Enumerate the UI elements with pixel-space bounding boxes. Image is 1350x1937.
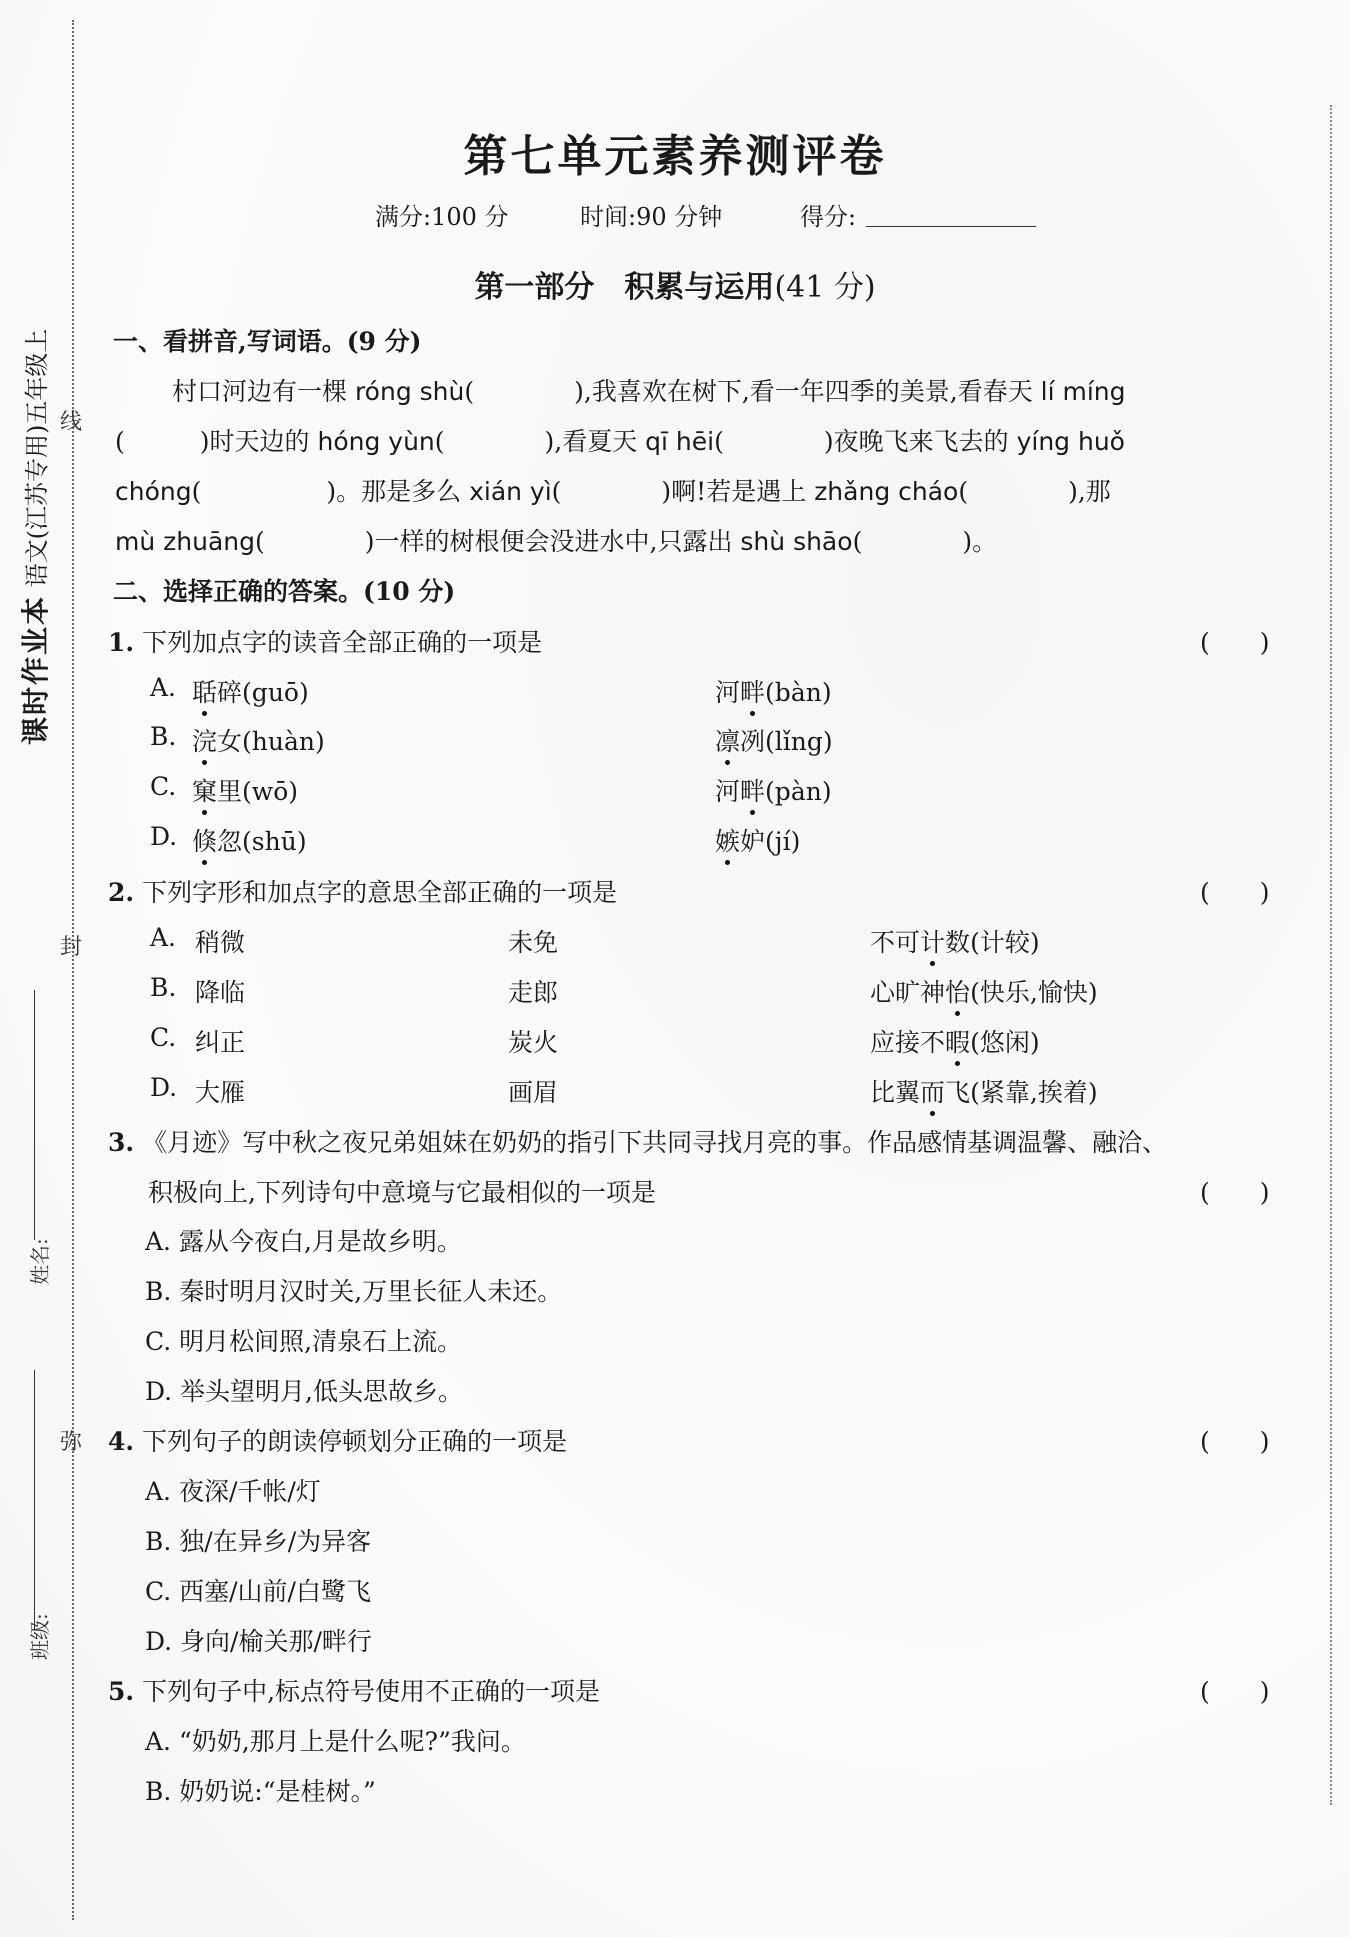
- question-number: 3.: [108, 1128, 135, 1157]
- text: ( ),我喜欢在树下,看一年四季的美景,看春天: [464, 377, 1041, 406]
- q1-option-d-word2: 嫉妒(jí): [715, 822, 800, 858]
- part-one-heading: [0, 262, 1350, 306]
- question-number: 4.: [108, 1427, 135, 1456]
- q2-option-b-word1: 降临: [195, 978, 246, 1007]
- q2-option-d-key[interactable]: D.: [150, 1073, 178, 1102]
- binding-mark-seal2: 弥: [60, 1430, 83, 1455]
- emphasis-dot-char: 窠: [192, 772, 217, 808]
- pinyin-line-3: [115, 472, 1111, 508]
- text: ( )。: [852, 527, 998, 556]
- answer-parens[interactable]: ( ): [1200, 1427, 1270, 1456]
- q2-option-d-word2: 画眉: [508, 1078, 559, 1107]
- q4-option-b[interactable]: B. 独/在异乡/为异客: [145, 1527, 372, 1556]
- pinyin: mù zhuāng: [115, 527, 255, 556]
- q1-option-c-word1: 窠里(wō): [192, 772, 298, 808]
- question-text: 下列字形和加点字的意思全部正确的一项是: [142, 878, 618, 907]
- q4-option-c[interactable]: C. 西塞/山前/白鹭飞: [145, 1577, 371, 1606]
- question-2-stem: [108, 873, 617, 909]
- q1-option-a-word1: 聒碎(guō): [192, 673, 309, 709]
- question-text: 下列句子的朗读停顿划分正确的一项是: [142, 1427, 568, 1456]
- question-text: 下列句子中,标点符号使用不正确的一项是: [142, 1677, 601, 1706]
- q1-option-d-key[interactable]: D.: [150, 822, 178, 851]
- emphasis-dot-char: 畔: [740, 772, 765, 808]
- q5-option-a[interactable]: A. “奶奶,那月上是什么呢?”我问。: [145, 1727, 526, 1756]
- q1-option-b-key[interactable]: B.: [150, 722, 177, 751]
- page-title: 第七单元素养测评卷: [463, 131, 887, 182]
- q4-option-d[interactable]: D. 身向/榆关那/畔行: [145, 1627, 372, 1656]
- question-number: 2.: [108, 878, 135, 907]
- text: ( )一样的树根便会没进水中,只露出: [255, 527, 741, 556]
- answer-parens[interactable]: ( ): [1200, 1178, 1270, 1207]
- pinyin-line-1: [172, 372, 1126, 408]
- emphasis-dot-char: 倏: [192, 822, 217, 858]
- q2-option-a-word2: 未免: [508, 928, 559, 957]
- q2-option-a-word1: 稍微: [195, 928, 246, 957]
- binding-mark-line: 线: [60, 410, 83, 435]
- binding-book-title: [14, 329, 54, 745]
- emphasis-dot-char: 凛: [715, 722, 740, 758]
- q2-option-c-word1: 纠正: [195, 1028, 246, 1057]
- brand-name: 课时作业本: [19, 594, 52, 745]
- emphasis-dot-char: 而: [920, 1073, 945, 1109]
- q2-option-b-word2: 走郎: [508, 978, 559, 1007]
- name-fill-line: [34, 990, 35, 1240]
- right-edge-dotted-line: [1330, 105, 1332, 1805]
- q1-option-c-word2: 河畔(pàn): [715, 772, 832, 808]
- section-one-title: 一、看拼音,写词语。(9 分): [113, 327, 422, 356]
- q1-option-a-key[interactable]: A.: [150, 673, 177, 702]
- emphasis-dot-char: 暇: [945, 1023, 970, 1059]
- exam-time: 时间:90 分钟: [580, 203, 723, 231]
- q3-option-c[interactable]: C. 明月松间照,清泉石上流。: [145, 1327, 463, 1356]
- q5-option-b[interactable]: B. 奶奶说:“是桂树。”: [145, 1777, 376, 1806]
- emphasis-dot-char: 聒: [192, 673, 217, 709]
- q2-option-b-key[interactable]: B.: [150, 973, 177, 1002]
- q1-option-d-word1: 倏忽(shū): [192, 822, 307, 858]
- pinyin-line-2: [115, 422, 1125, 458]
- full-score: 满分:100 分: [375, 203, 509, 231]
- q3-option-a[interactable]: A. 露从今夜白,月是故乡明。: [145, 1227, 462, 1256]
- q1-option-c-key[interactable]: C.: [150, 772, 177, 801]
- text: ( )时天边的: [115, 427, 318, 456]
- question-4-stem: [108, 1422, 567, 1458]
- pinyin: lí míng: [1040, 377, 1126, 406]
- q1-option-b-word2: 凛冽(lǐng): [715, 722, 833, 758]
- pinyin: qī hēi: [645, 427, 715, 456]
- part-one-title: 第一部分 积累与运用: [474, 270, 775, 305]
- pinyin: zhǎng cháo: [814, 477, 959, 506]
- q2-option-c-word3: 应接不暇(悠闲): [870, 1023, 1040, 1059]
- score-field[interactable]: [866, 226, 1036, 227]
- q3-option-d[interactable]: D. 举头望明月,低头思故乡。: [145, 1377, 463, 1406]
- name-label: 姓名:: [28, 1238, 52, 1285]
- emphasis-dot-char: 畔: [740, 673, 765, 709]
- pinyin: xián yì: [469, 477, 552, 506]
- q2-option-d-word3: 比翼而飞(紧靠,挨着): [870, 1073, 1098, 1109]
- q1-option-a-word2: 河畔(bàn): [715, 673, 832, 709]
- emphasis-dot-char: 怡: [945, 973, 970, 1009]
- text: ( ),那: [958, 477, 1111, 506]
- text: 村口河边有一棵: [172, 377, 355, 406]
- emphasis-dot-char: 计: [920, 923, 945, 959]
- q2-option-c-key[interactable]: C.: [150, 1023, 177, 1052]
- question-3-stem-cont: 积极向上,下列诗句中意境与它最相似的一项是: [148, 1178, 656, 1207]
- pinyin: yíng huǒ: [1016, 427, 1125, 456]
- question-1-stem: [108, 623, 542, 659]
- text: ( )夜晚飞来飞去的: [714, 427, 1017, 456]
- pinyin-line-4: [115, 522, 997, 558]
- class-label: 班级:: [28, 1613, 52, 1660]
- answer-parens[interactable]: ( ): [1200, 628, 1270, 657]
- emphasis-dot-char: 浣: [192, 722, 217, 758]
- q3-option-b[interactable]: B. 秦时明月汉时关,万里长征人未还。: [145, 1277, 563, 1306]
- section-two-title: 二、选择正确的答案。(10 分): [113, 577, 456, 606]
- question-number: 5.: [108, 1677, 135, 1706]
- q4-option-a[interactable]: A. 夜深/千帐/灯: [145, 1477, 321, 1506]
- text: ( )啊!若是遇上: [551, 477, 815, 506]
- q2-option-d-word1: 大雁: [195, 1078, 246, 1107]
- part-one-points: (41 分): [774, 270, 876, 305]
- answer-parens[interactable]: ( ): [1200, 878, 1270, 907]
- pinyin: chóng: [115, 477, 192, 506]
- q2-option-c-word2: 炭火: [508, 1028, 559, 1057]
- pinyin: róng shù: [354, 377, 465, 406]
- q2-option-a-key[interactable]: A.: [150, 923, 177, 952]
- text: ( ),看夏天: [434, 427, 646, 456]
- binding-mark-seal: 封: [60, 935, 83, 960]
- question-text: 下列加点字的读音全部正确的一项是: [142, 628, 543, 657]
- pinyin: hóng yùn: [317, 427, 435, 456]
- question-number: 1.: [108, 628, 135, 657]
- book-name: 语文(江苏专用)五年级上: [23, 328, 51, 588]
- question-text: 《月迹》写中秋之夜兄弟姐妹在奶奶的指引下共同寻找月亮的事。作品感情基调温馨、融洽、: [142, 1128, 1168, 1157]
- q1-option-b-word1: 浣女(huàn): [192, 722, 325, 758]
- question-5-stem: [108, 1672, 600, 1708]
- text: ( )。那是多么: [191, 477, 470, 506]
- question-3-stem: [108, 1123, 1167, 1159]
- score-label: 得分:: [800, 203, 857, 231]
- pinyin: shù shāo: [740, 527, 853, 556]
- emphasis-dot-char: 嫉: [715, 822, 740, 858]
- class-fill-line: [34, 1370, 35, 1630]
- answer-parens[interactable]: ( ): [1200, 1677, 1270, 1706]
- q2-option-b-word3: 心旷神怡(快乐,愉快): [870, 973, 1098, 1009]
- q2-option-a-word3: 不可计数(计较): [870, 923, 1040, 959]
